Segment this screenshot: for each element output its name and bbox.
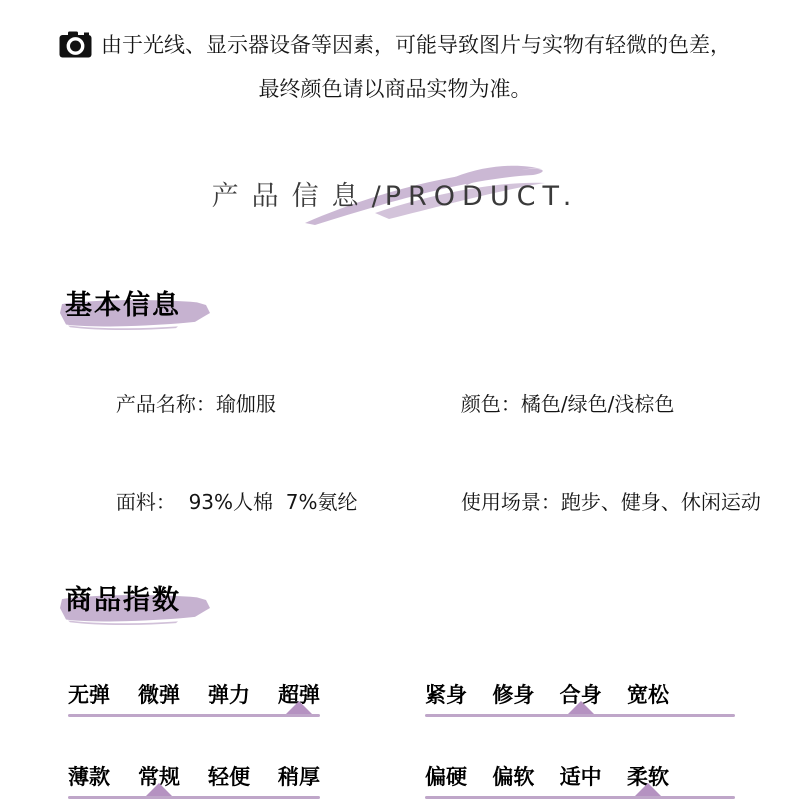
scale-option: 稍厚 <box>278 765 320 789</box>
notice-line-1 <box>0 31 790 58</box>
heading-product-index <box>65 586 181 619</box>
scale-marker-triangle <box>568 701 594 714</box>
scale-thickness <box>68 764 320 799</box>
field-color-value: 橘色/绿色/浅棕色 <box>520 392 675 416</box>
scale-softness <box>425 764 735 799</box>
scale-option: 适中 <box>559 765 602 789</box>
scale-fit <box>425 682 735 717</box>
color-notice <box>0 0 790 102</box>
page-title <box>212 181 579 212</box>
scale-thickness-labels <box>68 764 320 790</box>
scale-option: 偏硬 <box>425 765 467 789</box>
field-row-1 <box>65 368 790 440</box>
scale-line <box>425 714 735 717</box>
field-product-name-label: 产品名称： <box>115 392 216 416</box>
scale-option: 合身 <box>559 683 602 707</box>
field-product-name-value: 瑜伽服 <box>215 392 276 416</box>
scale-option: 紧身 <box>425 683 467 707</box>
field-fabric-value: 93%人棉 7%氨纶 <box>175 490 358 514</box>
scale-option: 宽松 <box>626 683 669 707</box>
page-title-en: PRODUCT. <box>384 181 579 212</box>
scale-option: 超弹 <box>278 683 320 707</box>
scale-marker-triangle <box>635 783 661 796</box>
heading-product-index-label: 商品指数 <box>65 585 181 616</box>
field-usage-scenario <box>410 466 761 538</box>
scale-option: 修身 <box>492 683 535 707</box>
page-title-separator: / <box>371 181 385 212</box>
product-index-scales <box>68 682 790 799</box>
scale-option: 偏软 <box>492 765 535 789</box>
field-product-name <box>65 368 410 440</box>
scale-option: 无弹 <box>68 683 110 707</box>
field-color-label: 颜色： <box>460 392 521 416</box>
notice-text-line-1: 由于光线、显示器设备等因素，可能导致图片与实物有轻微的色差， <box>101 32 731 57</box>
scale-option: 轻便 <box>208 765 250 789</box>
scale-row-2 <box>68 764 790 799</box>
scale-option: 薄款 <box>68 765 110 789</box>
scale-marker-triangle <box>146 783 172 796</box>
basic-info-fields <box>65 368 790 538</box>
field-usage-scenario-value: 跑步、健身、休闲运动 <box>560 490 761 514</box>
field-row-2 <box>65 466 790 538</box>
field-fabric <box>65 466 410 538</box>
scale-fit-labels <box>425 682 669 708</box>
scale-marker-triangle <box>286 701 312 714</box>
scale-softness-labels <box>425 764 669 790</box>
scale-option: 微弹 <box>138 683 180 707</box>
heading-basic-info-label: 基本信息 <box>65 290 181 321</box>
product-title-block <box>0 182 790 215</box>
heading-basic-info <box>65 291 181 324</box>
camera-icon <box>59 31 92 58</box>
scale-option: 弹力 <box>208 683 250 707</box>
field-fabric-label: 面料： <box>115 490 176 514</box>
scale-row-1 <box>68 682 790 717</box>
scale-elasticity-labels <box>68 682 320 708</box>
scale-option: 柔软 <box>626 765 669 789</box>
scale-line <box>68 714 320 717</box>
scale-elasticity <box>68 682 320 717</box>
notice-text-line-2: 最终颜色请以商品实物为准。 <box>258 77 532 101</box>
field-usage-scenario-label: 使用场景： <box>460 490 561 514</box>
page-title-cn: 产品信息 <box>211 181 372 212</box>
scale-option: 常规 <box>138 765 180 789</box>
field-color <box>410 368 674 440</box>
